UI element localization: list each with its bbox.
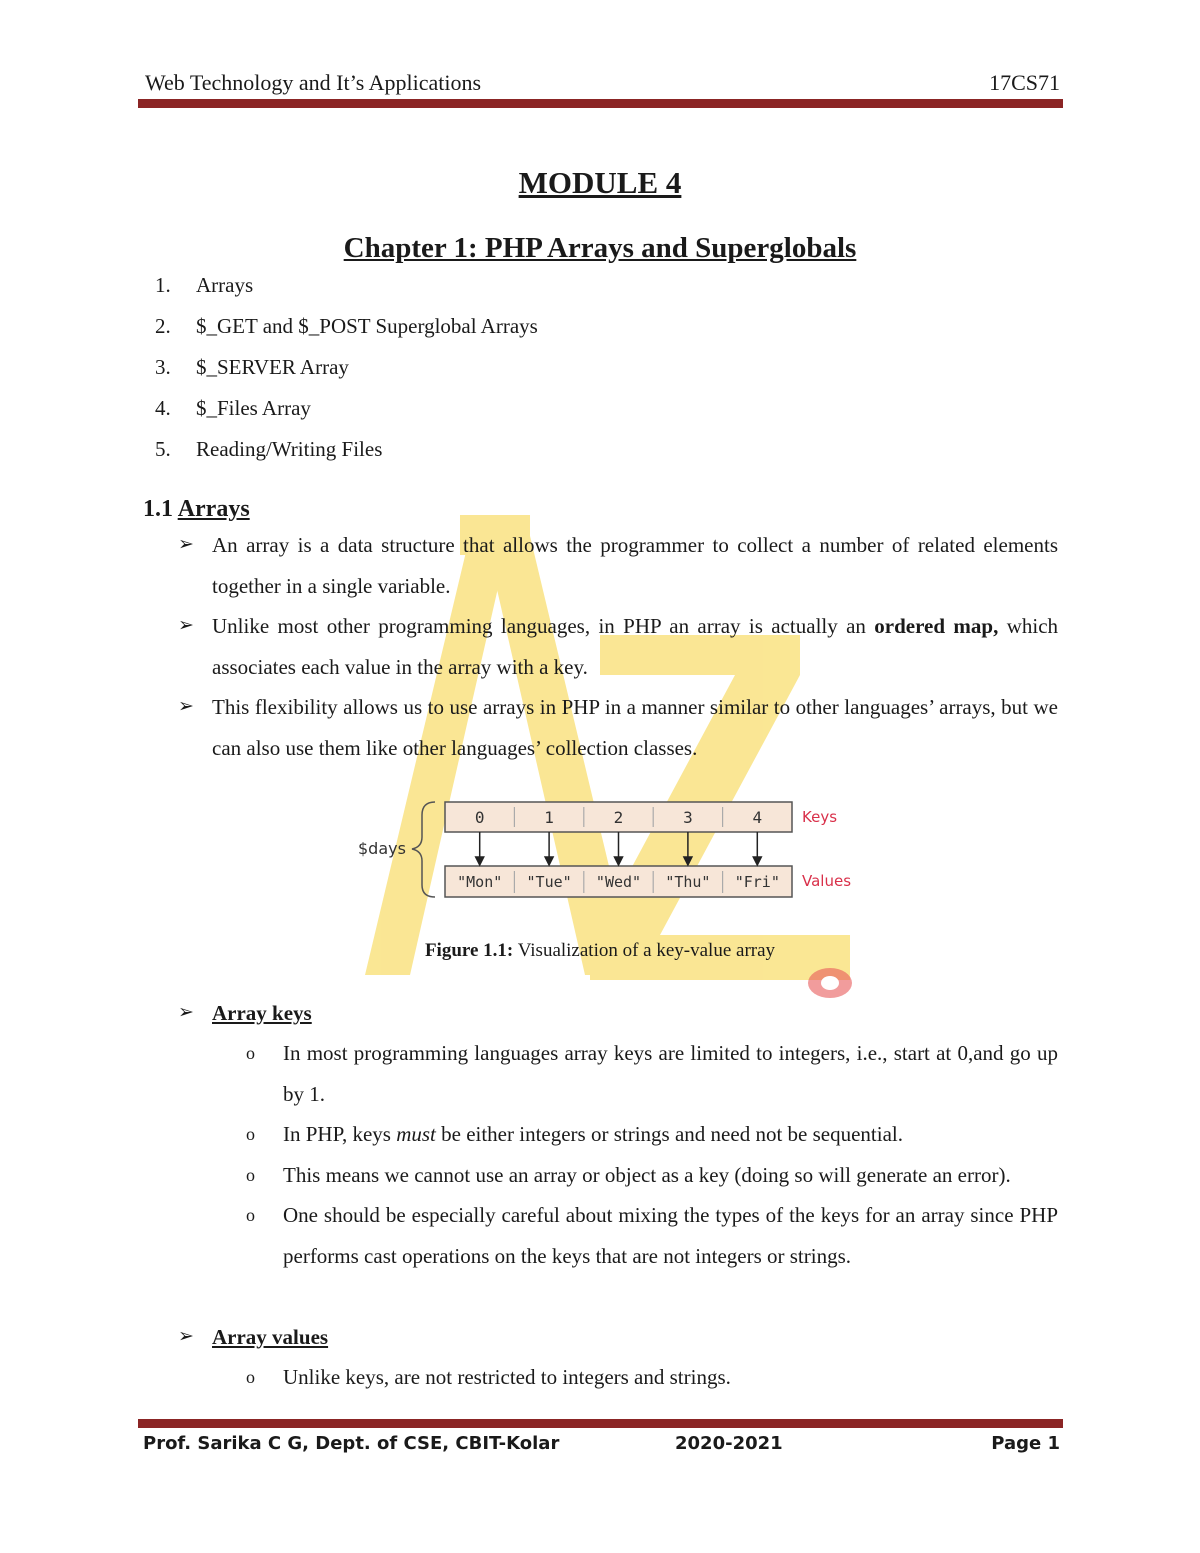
- list-label: Reading/Writing Files: [196, 437, 383, 461]
- array-keys-heading: Array keys: [212, 1001, 312, 1025]
- circle-bullet-icon: o: [246, 1205, 255, 1225]
- list-label: $_GET and $_POST Superglobal Arrays: [196, 314, 538, 338]
- list-item-text: One should be especially careful about mixing the types of the keys for an array since PHP performs cast operations on the keys that are not integers or strings.: [283, 1203, 1058, 1268]
- footer-year: 2020-2021: [675, 1433, 783, 1454]
- bullet-item: [178, 687, 1058, 768]
- list-item: [155, 352, 538, 393]
- list-item-text-part: In PHP, keys: [283, 1122, 391, 1146]
- array-value-cell: "Fri": [734, 873, 780, 891]
- bullet-text: An array is a data structure that allows the programmer to collect a number of related elements together in a single variable.: [212, 533, 1058, 598]
- circle-bullet-icon: o: [246, 1367, 255, 1387]
- arrow-bullet-icon: ➢: [178, 534, 194, 555]
- list-item: [246, 1195, 1058, 1276]
- list-item-text-part: be either integers or strings and need not be sequential.: [441, 1122, 903, 1146]
- footer-author: Prof. Sarika C G, Dept. of CSE, CBIT-Kolar: [143, 1433, 560, 1454]
- emphasis-text: must: [396, 1122, 436, 1146]
- array-keys-list: [246, 1033, 1058, 1276]
- section-number: 1.1: [143, 496, 173, 522]
- array-key-cell: 2: [613, 808, 624, 827]
- arrow-bullet-icon: ➢: [178, 696, 194, 717]
- arrow-bullet-icon: ➢: [178, 615, 194, 636]
- list-label: $_Files Array: [196, 396, 311, 420]
- circle-bullet-icon: o: [246, 1124, 255, 1144]
- bullet-item: [178, 525, 1058, 606]
- bullet-item: [178, 606, 1058, 687]
- list-item: [246, 1155, 1058, 1196]
- list-item: [246, 1357, 1058, 1398]
- circle-bullet-icon: o: [246, 1164, 255, 1185]
- section-heading: [143, 496, 250, 523]
- arrow-head: [476, 857, 484, 865]
- list-item-text: In most programming languages array keys are limited to integers, i.e., start at 0,and go up by 1.: [283, 1041, 1058, 1106]
- figure-caption-label: Figure 1.1:: [424, 940, 514, 961]
- list-item: [155, 270, 538, 311]
- list-number: 4.: [155, 396, 171, 420]
- arrow-head: [753, 857, 761, 865]
- bullet-text-part: which associates each value in the array with a key.: [212, 614, 1059, 679]
- array-key-cell: 0: [474, 808, 485, 827]
- figure-caption-text: Visualization of a key-value array: [517, 940, 776, 961]
- array-value-cell: "Tue": [526, 873, 572, 891]
- array-value-cell: "Wed": [595, 873, 642, 891]
- list-item: [246, 1033, 1058, 1114]
- figure-caption: [0, 940, 1200, 962]
- array-key-cell: 4: [752, 808, 763, 827]
- chapter-title: Chapter 1: PHP Arrays and Superglobals: [343, 232, 857, 264]
- list-item: [155, 311, 538, 352]
- section-title: Arrays: [177, 496, 250, 522]
- array-value-cell: "Mon": [457, 873, 503, 891]
- array-values-heading: Array values: [212, 1325, 329, 1349]
- arrow-bullet-icon: ➢: [178, 1002, 194, 1023]
- intro-bullets: [178, 525, 1058, 768]
- module-title: MODULE 4: [518, 165, 682, 200]
- arrow-head: [684, 857, 692, 865]
- list-item-text: Unlike keys, are not restricted to integers and strings.: [283, 1365, 731, 1389]
- footer-page-number: Page 1: [991, 1433, 1060, 1454]
- list-number: 1.: [155, 273, 171, 297]
- list-item-text: [283, 1114, 1058, 1155]
- list-number: 3.: [155, 355, 171, 379]
- arrow-head: [615, 857, 623, 865]
- list-item: [155, 434, 538, 475]
- array-values-heading-row: [178, 1317, 1058, 1358]
- circle-bullet-icon: o: [246, 1043, 255, 1063]
- list-item: [246, 1114, 1058, 1155]
- footer-rule: [138, 1419, 1063, 1428]
- figure-brace: [412, 802, 435, 897]
- bold-term: ordered map,: [874, 614, 999, 638]
- array-keys-heading-row: [178, 993, 1058, 1034]
- key-value-array-figure: [350, 795, 870, 910]
- keys-label: Keys: [802, 808, 838, 826]
- values-label: Values: [802, 872, 852, 890]
- list-label: $_SERVER Array: [196, 355, 349, 379]
- figure-variable-label: $days: [358, 839, 406, 858]
- header-title: Web Technology and It’s Applications: [145, 70, 482, 95]
- bullet-text-part: Unlike most other programming languages, in PHP an array is actually an: [212, 614, 866, 638]
- header-course-code: 17CS71: [989, 70, 1060, 95]
- list-number: 2.: [155, 314, 171, 338]
- list-label: Arrays: [196, 273, 254, 297]
- bullet-text: This flexibility allows us to use arrays in PHP in a manner similar to other languages’ arrays, but we can also use them like other languages’ collection classes.: [212, 695, 1058, 760]
- list-item-text: This means we cannot use an array or object as a key (doing so will generate an error).: [283, 1162, 1011, 1187]
- array-values-list: [246, 1357, 1058, 1398]
- arrow-head: [545, 857, 553, 865]
- header-rule: [138, 99, 1063, 108]
- arrow-bullet-icon: ➢: [178, 1326, 194, 1347]
- array-key-cell: 3: [683, 808, 693, 827]
- array-key-cell: 1: [544, 808, 554, 827]
- array-value-cell: "Thu": [665, 873, 711, 891]
- list-item: [155, 393, 538, 434]
- list-number: 5.: [155, 437, 171, 461]
- chapter-topic-list: [155, 270, 538, 475]
- bullet-text: [212, 606, 1058, 687]
